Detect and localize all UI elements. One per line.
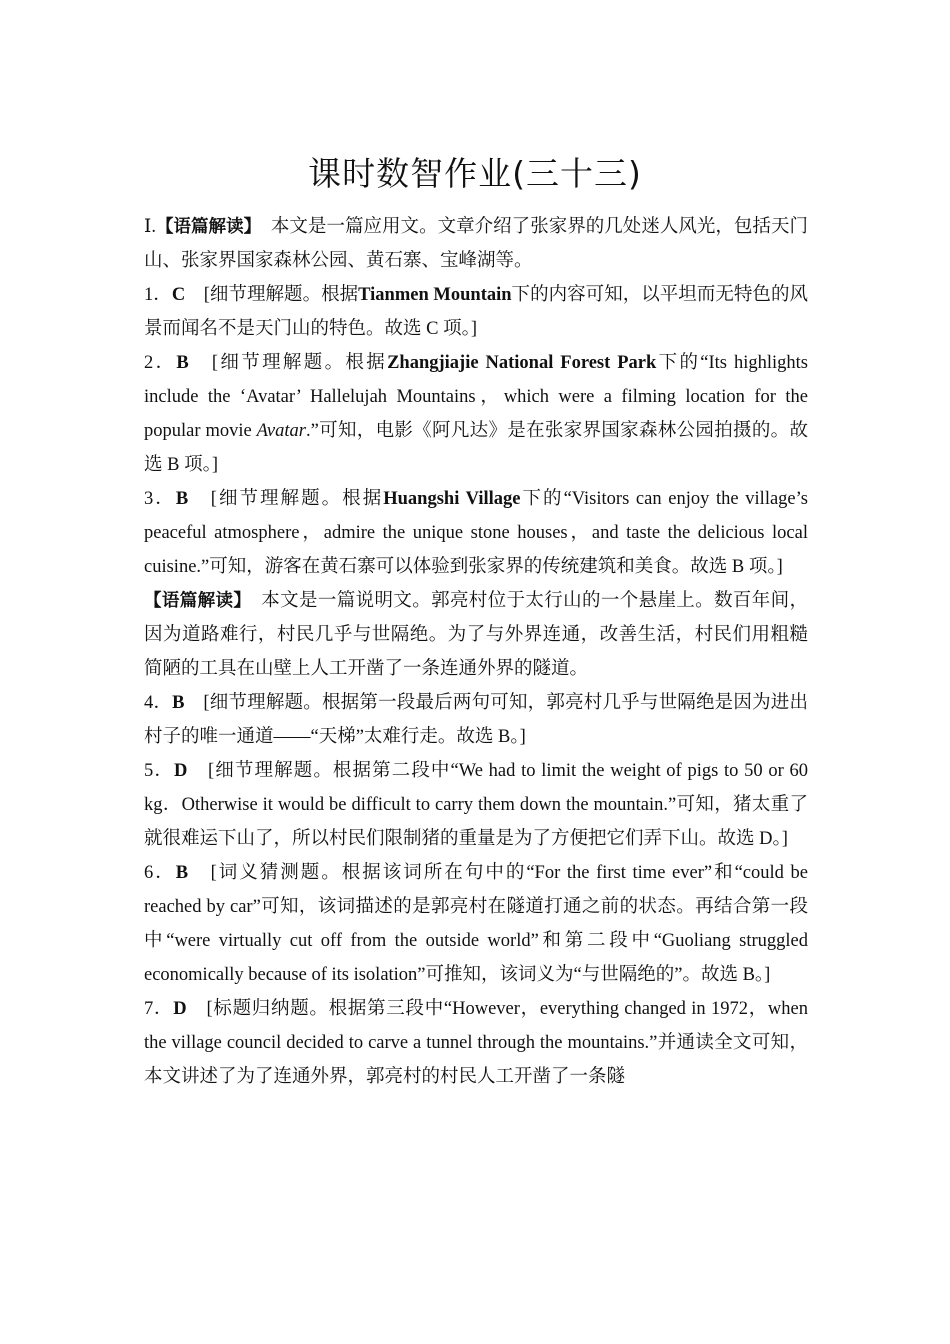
page-title: 课时数智作业(三十三) bbox=[308, 154, 642, 193]
answer-letter: B bbox=[176, 353, 189, 373]
explanation-text: [细节理解题。根据第二段中“We had to limit the weight of pigs to 50 or 60 kg．Otherwise it would be difficult to carry them down the mountain.”可知，猪太重了就很难运下山了，所以村民们限制猪的重量是为了方便把它们弄下山。故选 D。] bbox=[144, 761, 808, 849]
explanation-text: 下的“Its highlights include the ‘Avatar’ Hallelujah Mountains，which were a filming location for the popular movie bbox=[144, 353, 808, 441]
item-number: 7． bbox=[144, 999, 174, 1019]
item-number: 5． bbox=[144, 761, 174, 781]
answer-item-3 bbox=[144, 482, 808, 584]
answer-item-5 bbox=[144, 754, 808, 856]
movie-title: Avatar bbox=[256, 421, 306, 441]
explanation-text: [细节理解题。根据 bbox=[188, 489, 384, 509]
passage-label: 【语篇解读】 bbox=[144, 591, 243, 611]
answer-letter: D bbox=[173, 761, 188, 781]
item-number: 2． bbox=[144, 353, 177, 373]
keyword: Huangshi Village bbox=[383, 489, 521, 509]
answer-letter: C bbox=[171, 285, 186, 305]
explanation-text: .”可知，电影《阿凡达》是在张家界国家森林公园拍摄的。故选 B 项。] bbox=[144, 421, 808, 475]
answer-item-6 bbox=[144, 856, 808, 992]
answer-letter: D bbox=[173, 999, 187, 1019]
item-number: 1． bbox=[144, 285, 172, 305]
explanation-text: [标题归纳题。根据第三段中“However，everything changed in 1972，when the village council decided to carve a tunnel through the mountains.”并通读全文可知，本文讲述了为了连通外界，郭亮村的村民人工开凿了一条隧 bbox=[144, 999, 808, 1087]
passage-summary: 本文是一篇应用文。文章介绍了张家界的几处迷人风光，包括天门山、张家界国家森林公园、黄石寨、宝峰湖等。 bbox=[144, 217, 809, 271]
item-number: 3． bbox=[144, 489, 176, 509]
explanation-text: [细节理解题。根据 bbox=[188, 353, 388, 373]
section-number: Ⅰ. bbox=[144, 217, 156, 237]
answer-letter: B bbox=[172, 693, 185, 713]
answer-body bbox=[144, 210, 808, 1094]
item-number: 6． bbox=[144, 863, 176, 883]
explanation-text: [词义猜测题。根据该词所在句中的“For the first time ever”和“could be reached by car”可知，该词描述的是郭亮村在隧道打通之前的状态。再结合第一段中“were virtually cut off from the outside world”和第二段中“Guoliang struggled economically because of its isolation”可推知，该词义为“与世隔绝的”。故选 B。] bbox=[144, 863, 808, 985]
keyword: Tianmen Mountain bbox=[358, 285, 512, 305]
keyword: Zhangjiajie National Forest Park bbox=[387, 353, 657, 373]
passage-intro-1 bbox=[144, 210, 808, 278]
answer-item-7 bbox=[144, 992, 808, 1094]
item-number: 4． bbox=[144, 693, 173, 713]
answer-item-2 bbox=[144, 346, 808, 482]
answer-item-4 bbox=[144, 686, 808, 754]
passage-label: 【语篇解读】 bbox=[155, 217, 253, 237]
answer-item-1 bbox=[144, 278, 808, 346]
passage-summary: 本文是一篇说明文。郭亮村位于太行山的一个悬崖上。数百年间，因为道路难行，村民几乎与世隔绝。为了与外界连通，改善生活，村民们用粗糙简陋的工具在山壁上人工开凿了一条连通外界的隧道。 bbox=[144, 591, 808, 679]
explanation-text: [细节理解题。根据 bbox=[185, 285, 359, 305]
answer-letter: B bbox=[175, 863, 189, 883]
explanation-text: 下的内容可知，以平坦而无特色的风景而闻名不是天门山的特色。故选 C 项。] bbox=[144, 285, 808, 339]
explanation-text: 下的“Visitors can enjoy the village’s peaceful atmosphere，admire the unique stone houses，and taste the delicious local cuisine.”可知，游客在黄石寨可以体验到张家界的传统建筑和美食。故选 B 项。] bbox=[144, 489, 808, 577]
passage-intro-2 bbox=[144, 584, 808, 686]
explanation-text: [细节理解题。根据第一段最后两句可知，郭亮村几乎与世隔绝是因为进出村子的唯一通道——“天梯”太难行走。故选 B。] bbox=[144, 693, 808, 747]
answer-letter: B bbox=[175, 489, 189, 509]
